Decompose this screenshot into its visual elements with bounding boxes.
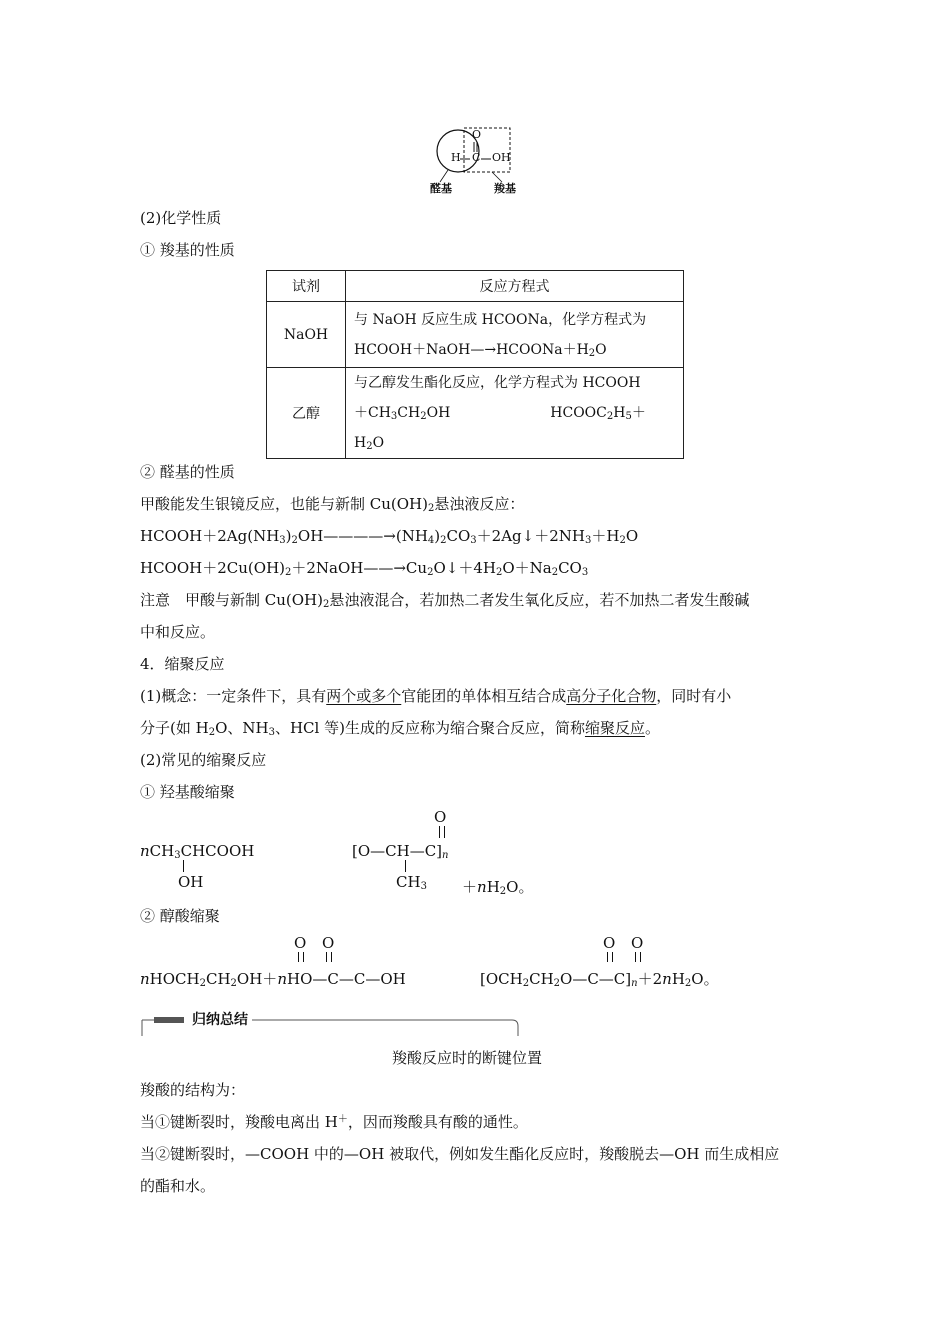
- note-line1: 注意 甲酸与新制 $Cu(OH)_2$悬浊液混合，若加热二者发生氧化反应，若不加热二者发生酸碱: [140, 591, 750, 610]
- diagram-carbon: C: [472, 151, 481, 164]
- summary-case2-line2: 的酯和水。: [140, 1177, 216, 1195]
- aldehyde-group-label: 醛基: [430, 182, 452, 195]
- section-alcohol-acid: ② 醇酸缩聚: [140, 907, 220, 925]
- summary-case1: 当①键断裂时，羧酸电离出 H＋，因而羧酸具有酸的通性。: [140, 1113, 528, 1131]
- section-condensation: 4．缩聚反应: [140, 655, 225, 673]
- lactic-bond: [183, 860, 184, 872]
- row-ethanol-reagent: 乙醇: [267, 368, 346, 459]
- glycol-oxalic-monomers: $nHOCH_2CH_2OH+nHO—C—C—OH$: [140, 970, 406, 989]
- row-ethanol-line2: $+CH_3CH_2OH$ $HCOOC_2H_5+H_2O$: [354, 405, 646, 452]
- summary-case2: 当②键断裂时，—COOH 中的—OH 被取代，例如发生酯化反应时，羧酸脱去—OH 而生成相应: [140, 1145, 780, 1163]
- polyester-o1: O: [603, 934, 616, 952]
- summary-title: 归纳总结: [188, 1010, 252, 1030]
- oxalic-double-bond-1: [298, 952, 304, 962]
- diagram-oxygen: O: [472, 128, 482, 141]
- header-reagent: 试剂: [267, 271, 346, 302]
- row-ethanol-equation: [346, 368, 684, 459]
- polyester-double-bond-1: [607, 952, 613, 962]
- concept-line1: (1)概念：一定条件下，具有两个或多个官能团的单体相互结合成高分子化合物，同时有小: [140, 687, 732, 705]
- summary-structure: 羧酸的结构为：: [140, 1081, 246, 1099]
- note-line2: 中和反应。: [140, 623, 216, 641]
- section-chemical-properties: (2)化学性质: [140, 209, 222, 227]
- row-naoh-reagent: NaOH: [267, 302, 346, 368]
- row-naoh-line2: $HCOOH+NaOH—\to HCOONa+H_2O$: [354, 341, 607, 359]
- aldehyde-intro: 甲酸能发生银镜反应，也能与新制 $Cu(OH)_2$悬浊液反应：: [140, 495, 525, 514]
- polyester-product: $[OCH_2CH_2O—C—C]_n+2nH_2O$。: [480, 970, 719, 989]
- silver-mirror-equation: $HCOOH+2Ag(NH_3)_2OH————\to(NH_4)_2CO_3+2Ag↓+2NH_3+H_2O$: [140, 527, 639, 546]
- copper-hydroxide-equation: $HCOOH+2Cu(OH)_2+2NaOH——\to Cu_2O↓+4H_2O+Na_2CO_3$: [140, 559, 589, 578]
- section-carboxyl-properties: ① 羧基的性质: [140, 241, 235, 259]
- polylactide-double-bond: [439, 826, 445, 838]
- carboxyl-group-label: 羧基: [494, 182, 516, 195]
- section-aldehyde-properties: ② 醛基的性质: [140, 463, 235, 481]
- oxalic-o2: O: [322, 934, 335, 952]
- lactic-water: $+nH_2O$。: [462, 878, 534, 897]
- polylactide-branch-bond: [405, 860, 406, 872]
- row-ethanol-line1: 与乙醇发生酯化反应，化学方程式为 HCOOH: [354, 375, 641, 391]
- row-naoh-line1: 与 NaOH 反应生成 HCOONa，化学方程式为: [354, 311, 647, 328]
- header-equation: 反应方程式: [346, 271, 684, 302]
- polylactide-chain: $[O—CH—C]_n$: [352, 842, 449, 861]
- section-common-condensation: (2)常见的缩聚反应: [140, 751, 267, 769]
- polylactide-methyl: $CH_3$: [396, 873, 427, 892]
- polylactide-oxygen: O: [434, 808, 447, 826]
- diagram-hydrogen: H: [451, 151, 461, 164]
- lactic-oh: OH: [178, 873, 204, 891]
- section-hydroxy-acid: ① 羟基酸缩聚: [140, 783, 235, 801]
- polyester-double-bond-2: [635, 952, 641, 962]
- polyester-o2: O: [631, 934, 644, 952]
- concept-line2: 分子(如 $H_2O$、$NH_3$、HCl 等)生成的反应称为缩合聚合反应，简称缩聚反应。: [140, 719, 660, 738]
- oxalic-o1: O: [294, 934, 307, 952]
- reaction-table: [266, 270, 684, 459]
- oxalic-double-bond-2: [326, 952, 332, 962]
- row-naoh-equation: [346, 302, 684, 368]
- diagram-hydroxyl: OH: [492, 151, 511, 164]
- lactic-acid-monomer: nCH$_3$CHCOOH: [140, 842, 255, 861]
- summary-subtitle: 羧酸反应时的断键位置: [392, 1049, 543, 1067]
